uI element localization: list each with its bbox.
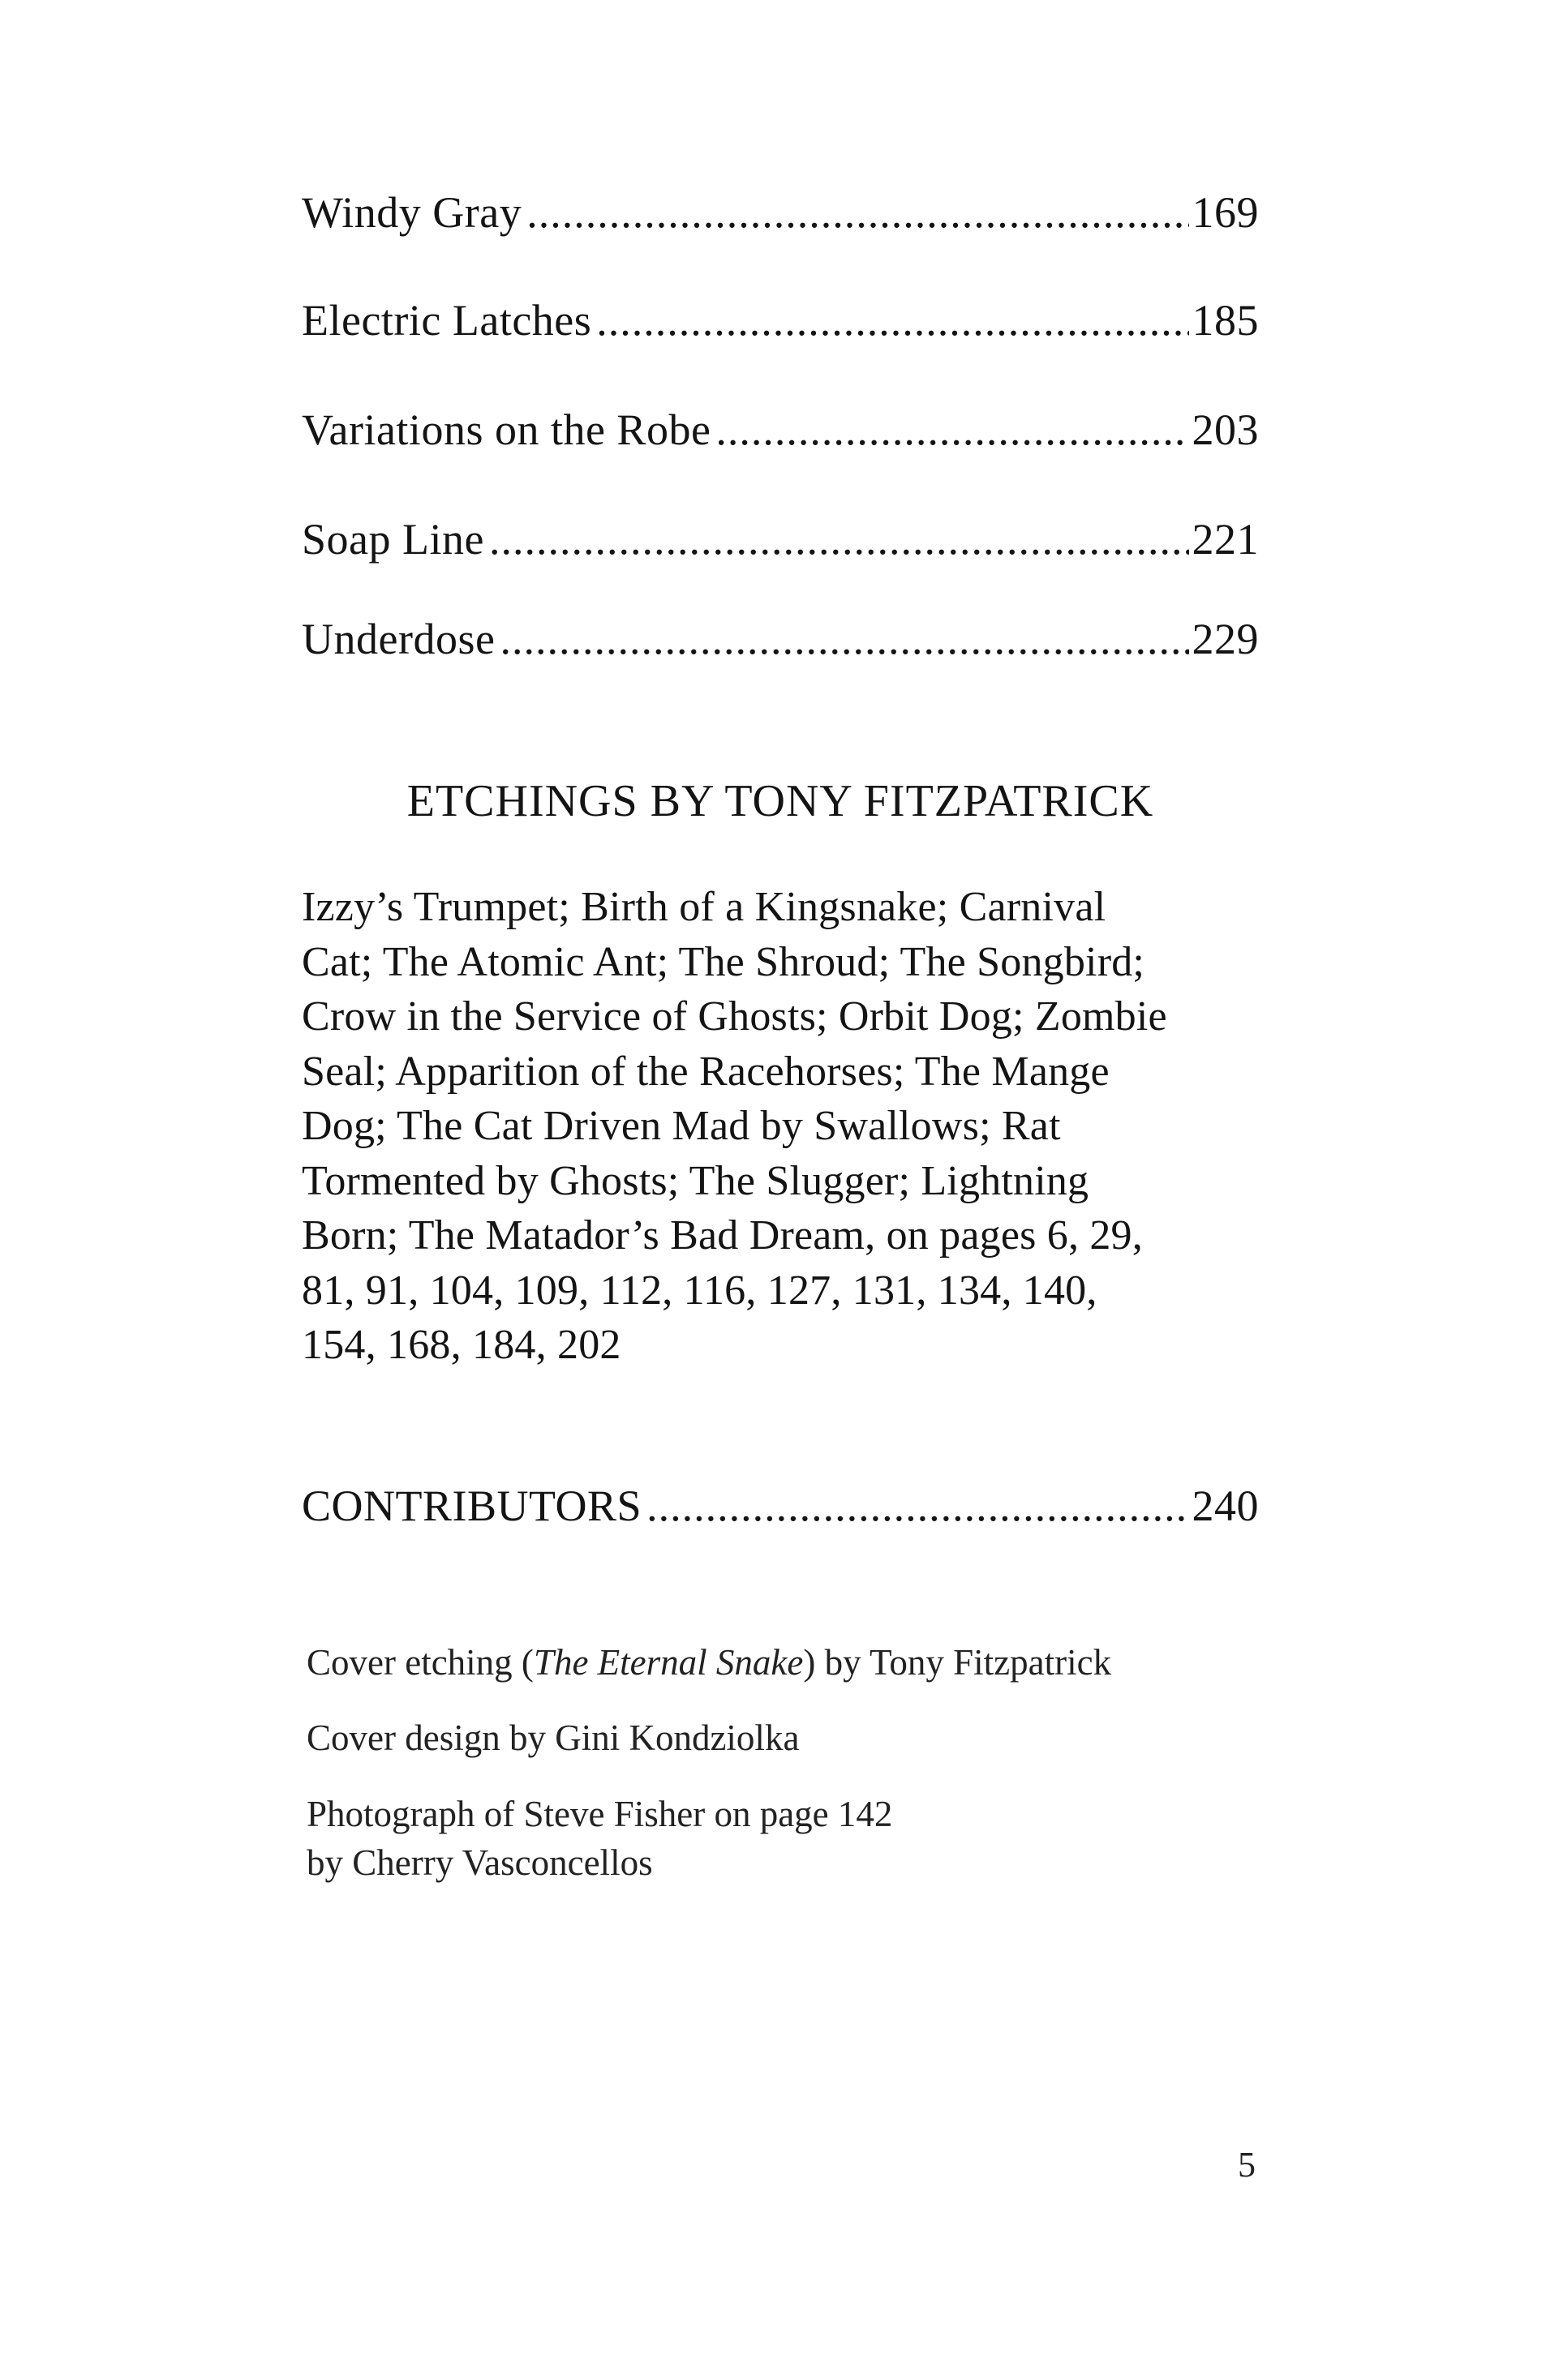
etchings-line: 154, 168, 184, 202 bbox=[302, 1322, 621, 1368]
toc-entry-title: CONTRIBUTORS bbox=[302, 1482, 642, 1530]
cover-etching-prefix: Cover etching ( bbox=[307, 1642, 534, 1683]
dot-leader bbox=[715, 397, 1188, 462]
dot-leader bbox=[596, 288, 1188, 353]
cover-etching-title: The Eternal Snake bbox=[533, 1642, 804, 1683]
etchings-heading: ETCHINGS BY TONY FITZPATRICK bbox=[406, 776, 1154, 826]
dot-leader bbox=[646, 1473, 1188, 1538]
dot-leader bbox=[489, 507, 1189, 572]
dot-leader bbox=[500, 607, 1188, 671]
toc-entry-page: 185 bbox=[1192, 296, 1259, 345]
etchings-line: Dog; The Cat Driven Mad by Swallows; Rat bbox=[302, 1103, 1061, 1149]
toc-entry-page: 221 bbox=[1192, 515, 1259, 564]
cover-etching-suffix: ) by Tony Fitzpatrick bbox=[803, 1642, 1112, 1683]
dot-leader bbox=[526, 180, 1188, 245]
toc-entry-contributors bbox=[302, 1473, 1259, 1538]
photograph-credit-line-1: Photograph of Steve Fisher on page 142 bbox=[307, 1794, 893, 1834]
toc-entry-page: 240 bbox=[1192, 1482, 1259, 1530]
etchings-line: Seal; Apparition of the Racehorses; The Mange bbox=[302, 1048, 1110, 1095]
etchings-line: Crow in the Service of Ghosts; Orbit Dog; Zombie bbox=[302, 993, 1167, 1040]
toc-entry-soap-line bbox=[302, 507, 1259, 572]
toc-entry-page: 203 bbox=[1192, 405, 1259, 454]
cover-etching-credit bbox=[307, 1638, 1111, 1687]
toc-entry-windy-gray bbox=[302, 180, 1259, 245]
toc-entry-title: Underdose bbox=[302, 615, 496, 663]
toc-entry-title: Electric Latches bbox=[302, 296, 592, 345]
toc-entry-underdose bbox=[302, 607, 1259, 671]
toc-entry-title: Variations on the Robe bbox=[302, 405, 711, 454]
page-number: 5 bbox=[1238, 2145, 1256, 2185]
cover-design-credit: Cover design by Gini Kondziolka bbox=[307, 1717, 800, 1758]
etchings-list bbox=[302, 880, 1259, 1373]
toc-entry-page: 169 bbox=[1192, 188, 1259, 237]
toc-entry-page: 229 bbox=[1192, 615, 1259, 663]
toc-entry-title: Windy Gray bbox=[302, 188, 522, 237]
etchings-line: Izzy’s Trumpet; Birth of a Kingsnake; Carnival bbox=[302, 884, 1106, 930]
photograph-credit-line-2: by Cherry Vasconcellos bbox=[307, 1842, 653, 1883]
toc-entry-electric-latches bbox=[302, 288, 1259, 353]
etchings-line: Born; The Matador’s Bad Dream, on pages 6, 29, bbox=[302, 1212, 1143, 1259]
etchings-line: Cat; The Atomic Ant; The Shroud; The Songbird; bbox=[302, 938, 1145, 985]
toc-entry-title: Soap Line bbox=[302, 515, 484, 564]
toc-entry-variations-on-the-robe bbox=[302, 397, 1259, 462]
etchings-line: 81, 91, 104, 109, 112, 116, 127, 131, 134, 140, bbox=[302, 1267, 1097, 1314]
etchings-line: Tormented by Ghosts; The Slugger; Lightning bbox=[302, 1157, 1089, 1204]
